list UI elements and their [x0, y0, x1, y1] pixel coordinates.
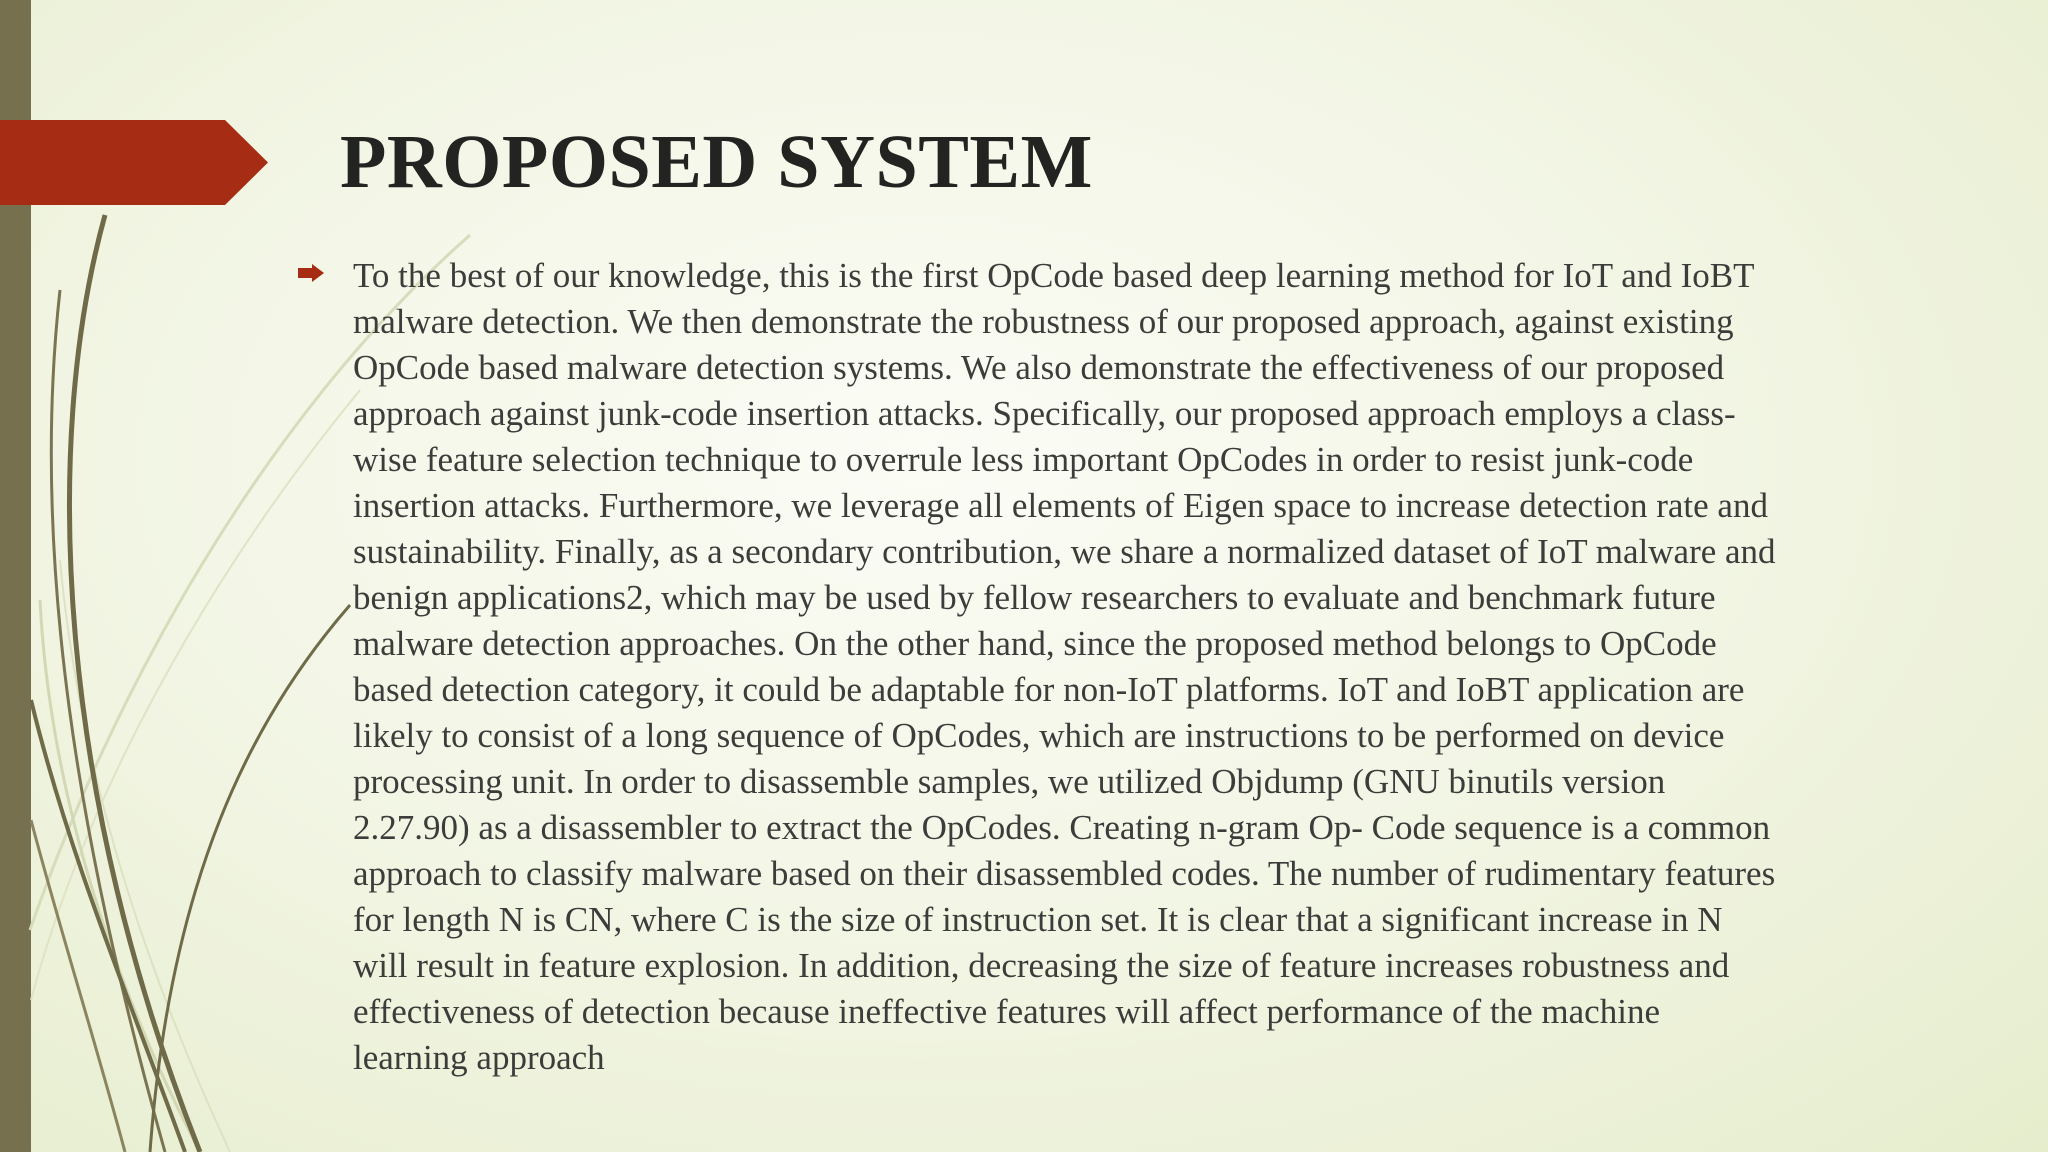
slide-title: PROPOSED SYSTEM: [340, 120, 1093, 204]
arrow-right-icon: [298, 264, 324, 282]
title-arrow-tab: [0, 120, 268, 205]
bullet-text: To the best of our knowledge, this is the first OpCode based deep learning method for IoT and IoBT malware detection. We then demonstrate the robustness of our proposed approach, against existing OpCode based malware detection systems. We also demonstrate the effectiveness of our proposed approach against junk-code insertion attacks. Specifically, our proposed approach employs a class- wise feature selection technique to overrule less important OpCodes in order to resist junk-code insertion attacks. Furthermore, we leverage all elements of Eigen space to increase detection rate and sustainability. Finally, as a secondary contribution, we share a normalized dataset of IoT malware and benign applications2, which may be used by fellow researchers to evaluate and benchmark future malware detection approaches. On the other hand, since the proposed method belongs to OpCode based detection category, it could be adaptable for non-IoT platforms. IoT and IoBT application are likely to consist of a long sequence of OpCodes, which are instructions to be performed on device processing unit. In order to disassemble samples, we utilized Objdump (GNU binutils version 2.27.90) as a disassembler to extract the OpCodes. Creating n-gram Op- Code sequence is a common approach to classify malware based on their disassembled codes. The number of rudimentary features for length N is CN, where C is the size of instruction set. It is clear that a significant increase in N will result in feature explosion. In addition, decreasing the size of feature increases robustness and effectiveness of detection because ineffective features will affect performance of the machine learning approach: [353, 256, 1776, 1077]
